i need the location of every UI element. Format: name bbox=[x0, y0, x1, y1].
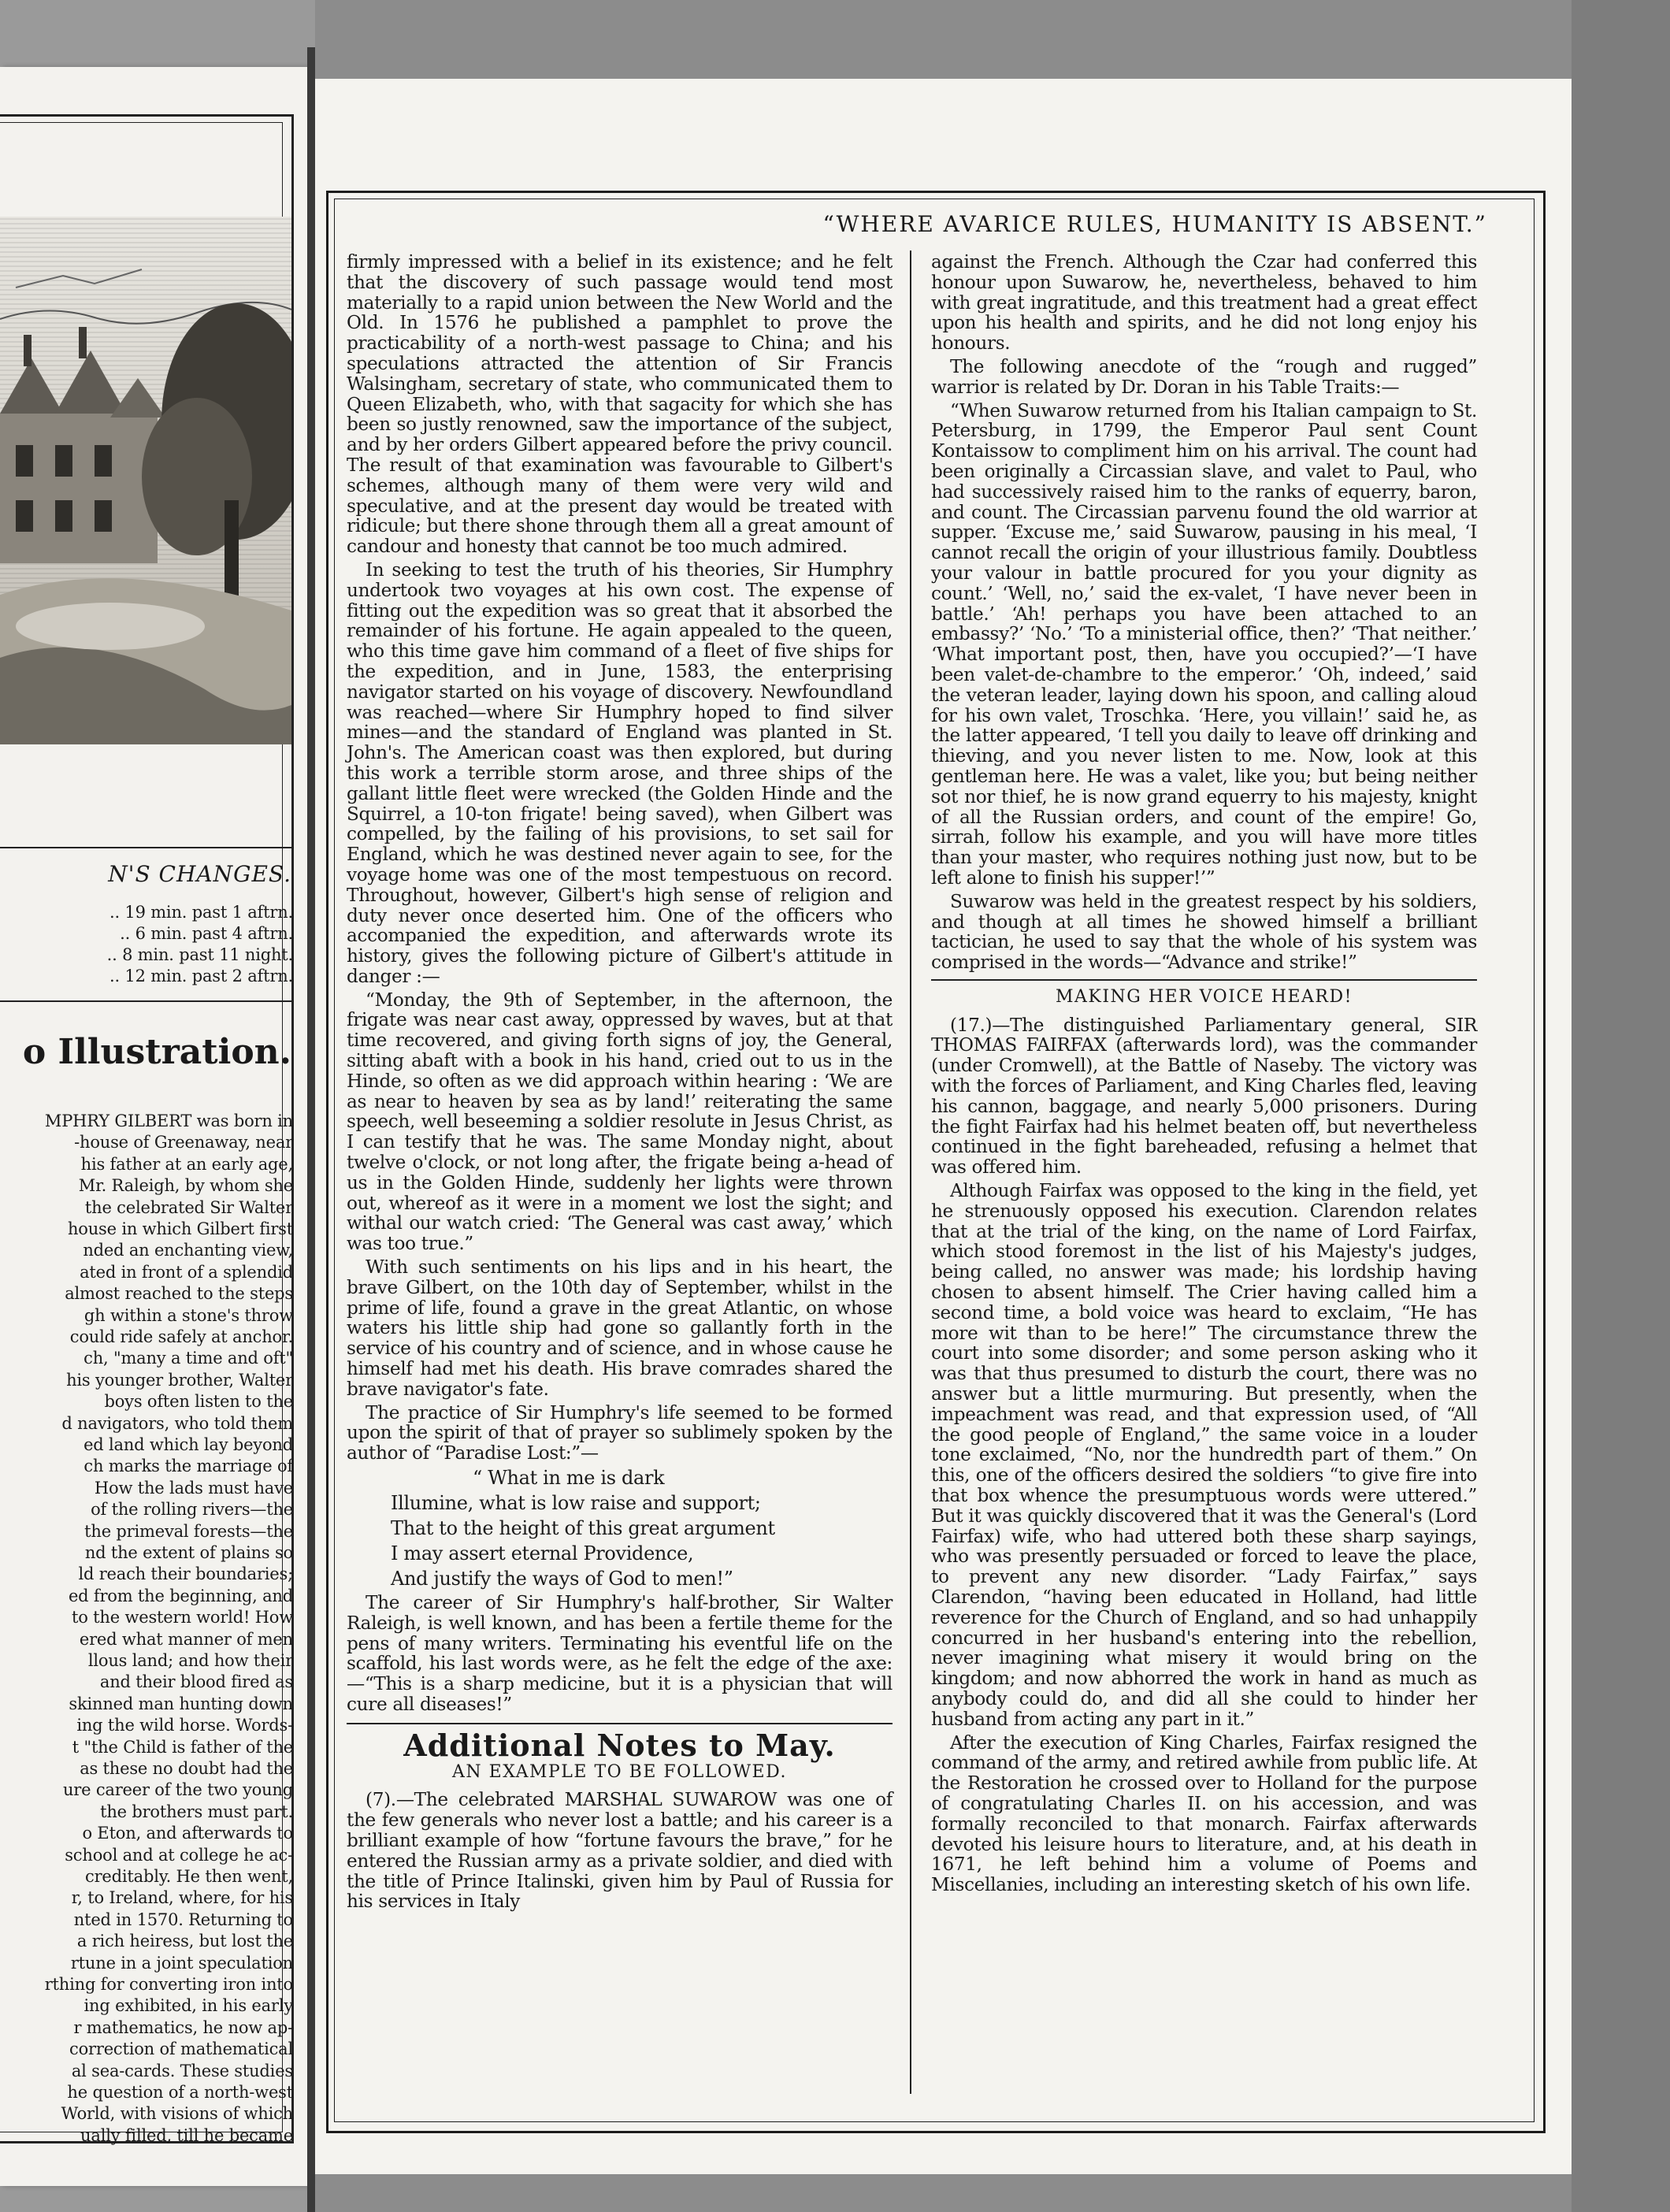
left-page-line: the celebrated Sir Walter bbox=[84, 1197, 293, 1217]
paragraph: firmly impressed with a belief in its existence; and he felt that the discovery of such passage would tend most materially to a rapid union between the New World and the Old. In 1576 he published a pamphlet to prove the practicability of a north-west passage to China; and his speculations attracted the attention of Sir Francis Walsingham, secretary of state, who communicated them to Queen Elizabeth, who, with that sagacity for which she has been so justly renowned, saw the importance of the subject, and by her orders Gilbert appeared before the privy council. The result of that examination was favourable to Gilbert's schemes, although many of them were very wild and speculative, and at the present day would be treated with ridicule; but there shone through them all a great amount of candour and honesty that cannot be too much admired. bbox=[347, 251, 893, 558]
left-page-line: to the western world! How bbox=[72, 1608, 293, 1627]
left-page-line: ch, "many a time and oft" bbox=[84, 1349, 293, 1368]
left-page-line: ually filled, till he became bbox=[80, 2125, 293, 2145]
left-page-line: r, to Ireland, where, for his bbox=[71, 1888, 293, 1908]
left-page-line: nd the extent of plains so bbox=[84, 1543, 293, 1562]
paragraph: The career of Sir Humphry's half-brother, Sir Walter Raleigh, is well known, and has been a fertile theme for the pens of many writers. Terminating his eventful life on the scaffold, his last words were, as he felt the edge of the axe:—“This is a sharp medicine, but it is a physician that will cure all diseases!” bbox=[347, 1592, 893, 1715]
paragraph: Although Fairfax was opposed to the king in the field, yet he strenuously opposed his execution. Clarendon relates that at the trial of the king, on the name of Lord Fairfax, which stood foremost in the list of his Majesty's judges, being called, no answer was made; his lordship having chosen to absent himself. The Crier having called him a second time, a bold voice was heard to exclaim, “He has more wit than to be here!” The circumstance threw the court into some disorder; and some person asking who it was that thus presumed to disturb the court, there was no answer but a little murmuring. But presently, when the impeachment was read, and that expression used, of “All the good people of England,” the same voice in a louder tone exclaimed, “No, nor the hundredth part of them.” On this, one of the officers desired the soldiers “to give fire into that box whence the presumptuous words were uttered.” But it was quickly discovered that it was the General's (Lord Fairfax) wife, who had uttered both these sharp sayings, who was presently persuaded or forced to leave the place, to prevent any new disorder. “Lady Fairfax,” says Clarendon, “having been educated in Holland, had little reverence for the Church of England, and so had unhappily concurred in her husband's entering into the rebellion, never imagining what misery it would bring on the kingdom; and now abhorred the work in hand as much as anybody could do, and did all she could to hinder her husband from acting any part in it.” bbox=[931, 1180, 1477, 1730]
tide-time-1: .. 19 min. past 1 aftrn. bbox=[109, 903, 293, 922]
left-page-line: al sea-cards. These studies bbox=[71, 2061, 293, 2080]
left-page-line: nded an enchanting view, bbox=[83, 1241, 293, 1260]
left-page-rule-2 bbox=[0, 1000, 291, 1002]
paragraph: against the French. Although the Czar had conferred this honour upon Suwarow, he, nevertheless, behaved to him with great ingratitude, and this treatment had a great effect upon his health and spirits, and he did not long enjoy his honours. bbox=[931, 251, 1477, 354]
paragraph: The practice of Sir Humphry's life seemed to be formed upon the spirit of that of prayer so sublimely spoken by the author of “Paradise Lost:”— bbox=[347, 1401, 893, 1464]
tide-time-3: .. 8 min. past 11 night. bbox=[106, 945, 293, 964]
left-page-line: ated in front of a splendid bbox=[80, 1262, 293, 1282]
subheading: MAKING HER VOICE HEARD! bbox=[1056, 986, 1353, 1007]
left-page-line: d navigators, who told them bbox=[61, 1413, 293, 1433]
paragraph: Suwarow was held in the greatest respect by his soldiers, and though at all times he showed himself a brilliant tactician, he used to say that the whole of his system was comprised in the words—“Advance and strike!” bbox=[931, 890, 1477, 974]
left-page-line: gh within a stone's throw bbox=[84, 1305, 293, 1325]
paragraph: With such sentiments on his lips and in his heart, the brave Gilbert, on the 10th day of September, whilst in the prime of life, found a grave in the great Atlantic, on whose waters his little ship had gone so gallantly forth in the service of his country and of science, and in whose cause he himself had met his death. His brave comrades shared the brave navigator's fate. bbox=[347, 1256, 893, 1400]
left-page-line: nted in 1570. Returning to bbox=[73, 1910, 293, 1929]
column-divider bbox=[910, 251, 911, 2094]
poem-line: I may assert eternal Providence, bbox=[391, 1542, 694, 1565]
left-page-line: school and at college he ac- bbox=[65, 1845, 293, 1865]
left-page-line: ered what manner of men bbox=[79, 1629, 293, 1649]
book-binding-gutter bbox=[307, 47, 315, 2212]
left-page-line: almost reached to the steps bbox=[65, 1284, 293, 1304]
left-page-line: ure career of the two young bbox=[62, 1780, 293, 1800]
poem-line: And justify the ways of God to men!” bbox=[391, 1568, 733, 1590]
poem-line: “ What in me is dark bbox=[473, 1467, 665, 1490]
left-page-line: ed from the beginning, and bbox=[68, 1586, 293, 1605]
running-head bbox=[334, 211, 1533, 237]
poem-line: Illumine, what is low raise and support; bbox=[391, 1492, 761, 1515]
left-page-line: MPHRY GILBERT was born in bbox=[44, 1112, 293, 1130]
left-page-fragment bbox=[0, 67, 307, 2186]
left-page-line: o Eton, and afterwards to bbox=[82, 1824, 293, 1843]
left-page-line: ld reach their boundaries; bbox=[78, 1564, 293, 1584]
left-page-line: as these no doubt had the bbox=[80, 1759, 293, 1778]
section-rule bbox=[931, 979, 1477, 981]
quoted-paragraph: “When Suwarow returned from his Italian campaign to St. Petersburg, in 1799, the Emperor Paul sent Count Kontaissow to compliment him on his arrival. The count had been originally a Circassian slave, and valet to Paul, who had successively raised him to the ranks of equerry, baron, and count. The Circassian parvenu found the old warrior at supper. ‘Excuse me,’ said Suwarow, pausing in his meal, ‘I cannot recall the origin of your illustrious family. Doubtless your valour in battle procured for you your dignity as count.’ ‘Well, no,’ said the ex-valet, ‘I have never been in battle.’ ‘Ah! perhaps you have been attached to an embassy?’ ‘No.’ ‘To a ministerial office, then?’ ‘That neither.’ ‘What important post, then, have you occupied?’—‘I have been valet-de-chambre to the emperor.’ ‘Oh, indeed,’ said the veteran leader, laying down his spoon, and calling aloud for his own valet, Troschka. ‘Here, you villain!’ said he, as the latter appeared, ‘I tell you daily to leave off drinking and thieving, and you never listen to me. Now, look at this gentleman here. He was a valet, like you; but being neither sot nor thief, he is now grand equerry to his majesty, knight of all the Russian orders, and count of the empire! Go, sirrah, follow his example, and you will have more titles than your master, who requires nothing just now, but to be left alone to finish his supper!’” bbox=[931, 399, 1477, 889]
illustration-heading: o Illustration. bbox=[22, 1032, 291, 1072]
tide-changes-heading: N'S CHANGES. bbox=[108, 861, 291, 887]
left-page-line: -house of Greenaway, near bbox=[74, 1133, 293, 1152]
left-page-line: correction of mathematical bbox=[69, 2039, 293, 2059]
section-rule bbox=[347, 1723, 893, 1724]
left-page-line: of the rolling rivers—the bbox=[91, 1500, 293, 1520]
quoted-paragraph: “Monday, the 9th of September, in the afternoon, the frigate was near cast away, oppressed by waves, but at that time recovered, and giving forth signs of joy, the General, sitting abaft with a book in his hand, cried out to us in the Hinde, so often as we did approach within hearing : ‘We are as near to heaven by sea as by land!’ reiterating the same speech, well beseeming a soldier resolute in Jesus Christ, as I can testify that he was. The same Monday night, about twelve o'clock, or not long after, the frigate being a-head of us in the Golden Hinde, suddenly her lights were thrown out, whereof as it were in a moment we lost the sight; and withal our watch cried: ‘The General was cast away,’ which was too true.” bbox=[347, 989, 893, 1255]
left-page-line: he question of a north-west bbox=[67, 2083, 293, 2102]
section-title: Additional Notes to May. bbox=[403, 1727, 836, 1763]
running-head-text: “WHERE AVARICE RULES, HUMANITY IS ABSENT.” bbox=[822, 211, 1487, 237]
left-page-line: skinned man hunting down bbox=[69, 1694, 293, 1713]
left-page-line: ing the wild horse. Words- bbox=[76, 1716, 293, 1735]
left-page-line: his father at an early age, bbox=[80, 1154, 293, 1174]
paragraph: (17.)—The distinguished Parliamentary general, SIR THOMAS FAIRFAX (afterwards lord), was the commander (under Cromwell), at the Battle of Naseby. The victory was with the forces of Parliament, and King Charles fled, leaving his cannon, baggage, and nearly 5,000 prisoners. During the fight Fairfax had his helmet beaten off, but nevertheless continued in the fight bareheaded, refusing a helmet that was offered him. bbox=[931, 1014, 1477, 1178]
left-page-line: his younger brother, Walter bbox=[66, 1370, 293, 1390]
engraving-illustration bbox=[0, 217, 291, 744]
left-page-rule bbox=[0, 847, 291, 848]
left-page-line: rtune in a joint speculation bbox=[70, 1953, 293, 1973]
paragraph: After the execution of King Charles, Fairfax resigned the command of the army, and retired awhile from public life. At the Restoration he crossed over to Holland for the purpose of congratulating Charles II. on his accession, and was formally reconciled to that monarch. Fairfax afterwards devoted his leisure hours to literature, and, at his death in 1671, he left behind him a volume of Poems and Miscellanies, including an interesting sketch of his own life. bbox=[931, 1731, 1477, 1896]
left-page-line: the brothers must part. bbox=[100, 1802, 293, 1821]
left-page-line: boys often listen to the bbox=[104, 1392, 293, 1412]
left-page-line: a rich heiress, but lost the bbox=[76, 1932, 293, 1951]
right-column bbox=[931, 252, 1477, 1898]
scanner-background-right bbox=[1572, 0, 1670, 2212]
poem-line: That to the height of this great argument bbox=[391, 1517, 775, 1540]
left-page-line: Mr. Raleigh, by whom she bbox=[78, 1176, 293, 1196]
tide-time-2: .. 6 min. past 4 aftrn. bbox=[120, 924, 293, 943]
left-page-line: the primeval forests—the bbox=[84, 1521, 293, 1541]
left-page-line: llous land; and how their bbox=[87, 1651, 293, 1670]
left-page-line: house in which Gilbert first bbox=[67, 1219, 293, 1238]
left-page-line: World, with visions of which bbox=[61, 2104, 293, 2124]
main-page bbox=[315, 79, 1572, 2174]
left-page-line: could ride safely at anchor. bbox=[69, 1327, 293, 1346]
left-page-line: t "the Child is father of the bbox=[72, 1737, 293, 1757]
left-page-line: ing exhibited, in his early bbox=[84, 1996, 293, 2016]
paragraph: The following anecdote of the “rough and rugged” warrior is related by Dr. Doran in his Table Traits:— bbox=[931, 355, 1477, 398]
left-page-line: and their blood fired as bbox=[99, 1672, 293, 1692]
left-page-line: ch marks the marriage of bbox=[84, 1457, 293, 1476]
left-page-line: rthing for converting iron into bbox=[44, 1975, 293, 1994]
left-page-line: ed land which lay beyond bbox=[84, 1435, 293, 1454]
tide-time-4: .. 12 min. past 2 aftrn. bbox=[109, 967, 293, 985]
left-page-line: How the lads must have bbox=[94, 1478, 293, 1498]
left-page-line: creditably. He then went, bbox=[85, 1867, 293, 1886]
paragraph: In seeking to test the truth of his theories, Sir Humphry undertook two voyages at his own cost. The expense of fitting out the expedition was so great that it absorbed the remainder of his fortune. He again appealed to the queen, who this time gave him command of a fleet of five ships for the expedition, and in June, 1583, the enterprising navigator started on his voyage of discovery. Newfoundland was reached—where Sir Humphry hoped to find silver mines—and the standard of England was planted in St. John's. The American coast was then explored, but during this work a terrible storm arose, and three ships of the gallant little fleet were wrecked (the Golden Hinde and the Squirrel, a 10-ton frigate! being saved), when Gilbert was compelled, by the failing of his provisions, to set sail for England, which he was destined never again to see, for the voyage home was one of the most tempestuous on record. Throughout, however, Gilbert's high sense of religion and duty never once deserted him. One of the officers who accompanied the expedition, and afterwards wrote its history, gives the following picture of Gilbert's attitude in danger :— bbox=[347, 559, 893, 987]
left-page-line: r mathematics, he now ap- bbox=[73, 2017, 293, 2037]
subheading: AN EXAMPLE TO BE FOLLOWED. bbox=[452, 1761, 787, 1782]
manor-house-engraving bbox=[0, 217, 291, 744]
left-column bbox=[347, 252, 893, 1915]
paragraph: (7).—The celebrated MARSHAL SUWAROW was one of the few generals who never lost a battle; and his career is a brilliant example of how “fortune favours the brave,” for he entered the Russian army as a private soldier, and died with the title of Prince Italinski, given him by Paul of Russia for his services in Italy bbox=[347, 1789, 893, 1913]
